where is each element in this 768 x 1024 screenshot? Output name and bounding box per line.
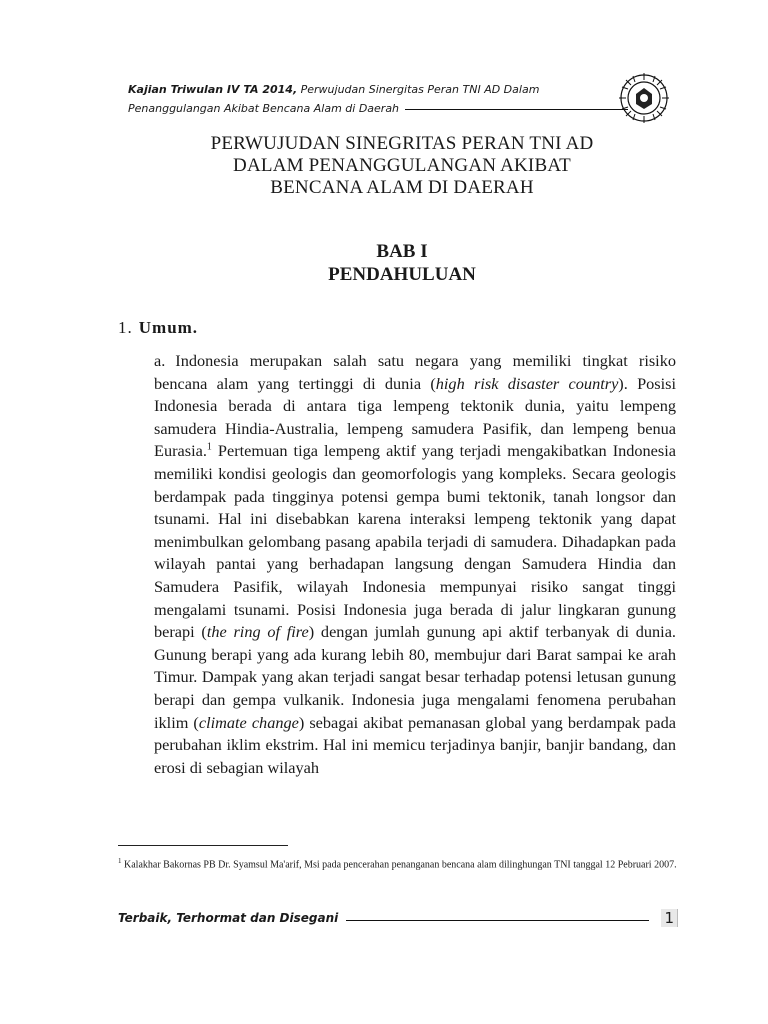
chapter-name: PENDAHULUAN	[328, 264, 476, 285]
running-footer	[118, 909, 678, 927]
section-number: 1.	[118, 318, 133, 337]
header-journal: Kajian Triwulan IV TA 2014,	[128, 83, 298, 96]
section-title: Umum.	[138, 318, 199, 337]
paragraph-text-2: ). Posisi Indonesia berada di antara tiga lempeng tektonik dunia, yaitu lempeng samudera Hindia-Australia, lempeng samudera Pasifik, dan lempeng benua Eurasia.	[154, 373, 676, 461]
header-subtopic: Penanggulangan Akibat Bencana Alam di Daerah	[128, 102, 400, 115]
footnote	[118, 855, 678, 871]
footer-motto: Terbaik, Terhormat dan Disegani	[118, 911, 339, 925]
italic-term-3: climate change	[198, 712, 299, 732]
paragraph-text-3: Pertemuan tiga lempeng aktif yang terjadi mengakibatkan Indonesia memiliki kondisi geologis dan geomorfologis yang kompleks. Secara geologis berdampak pada tingginya potensi gempa bumi tektonik, tanah longsor dan tsunami. Hal ini disebabkan karena interaksi lempeng tektonik yang dapat menimbulkan gelombang pasang apabila terjadi di samudera. Dihadapkan pada wilayah pantai yang berhadapan langsung dengan Samudera Hindia dan Samudera Pasifik, wilayah Indonesia mempunyai risiko sangat tinggi mengalami tsunami. Posisi Indonesia juga berada di jalur lingkaran gunung berapi (	[154, 441, 676, 642]
paragraph-a	[154, 350, 676, 779]
header-line-2	[128, 99, 628, 118]
footer-rule	[346, 920, 649, 921]
footnote-reference: 1	[206, 441, 212, 453]
chapter-heading	[140, 240, 664, 286]
paragraph-text-1: Indonesia merupakan salah satu negara yang memiliki tingkat risiko bencana alam yang tertinggi di dunia (	[154, 351, 676, 393]
header-line-1	[128, 80, 628, 99]
document-title	[140, 133, 664, 199]
italic-term-2: the ring of fire	[206, 622, 309, 642]
paragraph-text-4: ) dengan jumlah gunung api aktif terbanyak di dunia. Gunung berapi yang ada kurang lebih 80, membujur dari Barat sampai ke arah Timur. Dampak yang akan terjadi sangat besar terhadap potensi letusan gunung berapi dan gempa vulkanik. Indonesia juga mengalami fenomena perubahan iklim (	[154, 622, 676, 732]
title-line-1: PERWUJUDAN SINEGRITAS PERAN TNI AD	[210, 133, 594, 154]
title-line-3: BENCANA ALAM DI DAERAH	[270, 177, 534, 198]
chapter-number: BAB I	[376, 241, 428, 262]
title-line-2: DALAM PENANGGULANGAN AKIBAT	[233, 155, 571, 176]
italic-term-1: high risk disaster country	[435, 373, 619, 393]
section-heading	[118, 318, 198, 338]
footnote-text: Kalakhar Bakornas PB Dr. Syamsul Ma'arif, Msi pada pencerahan penanganan bencana alam dilinghungan TNI tanggal 12 Pebruari 2007.	[121, 859, 677, 871]
paragraph-text-5: ) sebagai akibat pemanasan global yang berdampak pada perubahan iklim ekstrim. Hal ini memicu terjadinya banjir, banjir bandang, dan erosi di sebagian wilayah	[154, 712, 676, 777]
header-topic: Perwujudan Sinergitas Peran TNI AD Dalam	[297, 83, 540, 96]
header-rule	[405, 109, 628, 110]
paragraph-label: a.	[154, 351, 166, 370]
tni-ad-emblem-icon	[618, 72, 670, 124]
body-text	[154, 350, 676, 840]
footnote-separator	[118, 845, 288, 846]
running-header	[128, 80, 628, 118]
footnote-mark: 1	[118, 857, 122, 865]
page-number: 1	[661, 909, 678, 927]
